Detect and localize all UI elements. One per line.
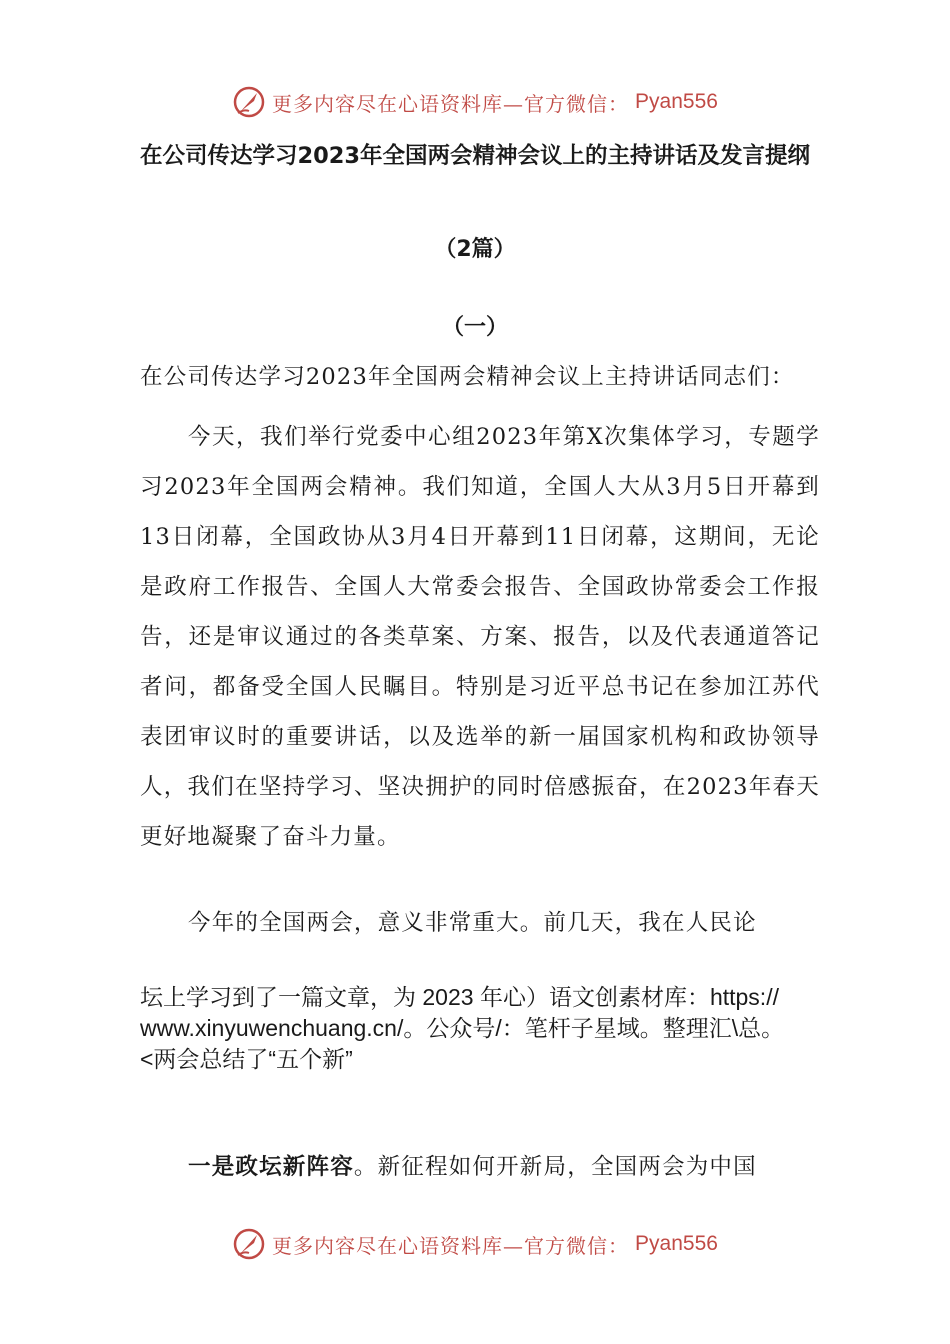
section-number: （一） xyxy=(441,315,508,340)
paragraph-2: 今年的全国两会，意义非常重大。前几天，我在人民论 xyxy=(188,910,757,936)
quill-logo-icon xyxy=(232,85,266,119)
watermark-text: 更多内容尽在心语资料库—官方微信： xyxy=(272,1233,630,1258)
watermark-id: Pyan556 xyxy=(635,1232,718,1255)
paragraph-4-text: 。新征程如何开新局，全国两会为中国 xyxy=(353,1154,757,1180)
paragraph-1: 今天，我们举行党委中心组2023年第X次集体学习，专题学习2023年全国两会精神。我们知道，全国人大从3月5日开幕到13日闭幕，全国政协从3月4日开幕到11日闭幕，这期间，无论是政府工作报告、全国人大常委会报告、全国政协常委会工作报告，还是审议通过的各类草案、方案、报告，以及代表通道答记者问，都备受全国人民瞩目。特别是习近平总书记在参加江苏代表团审议时的重要讲话，以及选举的新一届国家机构和政协领导人，我们在坚持学习、坚决拥护的同时倍感振奋，在2023年春天更好地凝聚了奋斗力量。 xyxy=(140,424,820,850)
article-count: （2篇） xyxy=(434,237,516,262)
document-title: 在公司传达学习2023年全国两会精神会议上的主持讲话及发言提纲 xyxy=(139,143,811,169)
paragraph-4-lead: 一是政坛新阵容 xyxy=(188,1154,354,1180)
footer-watermark xyxy=(0,1224,950,1264)
heading-line: 在公司传达学习2023年全国两会精神会议上主持讲话同志们： xyxy=(140,364,795,390)
paragraph-3-line-3: <两会总结了“五个新” xyxy=(140,1046,353,1072)
paragraph-3 xyxy=(140,982,820,1075)
paragraph-3-line-1: 坛上学习到了一篇文章，为 2023 年心）语文创素材库：https:// xyxy=(140,984,779,1010)
watermark-text: 更多内容尽在心语资料库—官方微信： xyxy=(272,91,630,116)
paragraph-3-line-2: www.xinyuwenchuang.cn/。公众号/：笔杆子星域。整理汇\总。 xyxy=(140,1015,785,1041)
header-watermark xyxy=(0,82,950,122)
quill-logo-icon xyxy=(232,1227,266,1261)
watermark-id: Pyan556 xyxy=(635,90,718,113)
paragraph-4 xyxy=(140,1142,820,1192)
